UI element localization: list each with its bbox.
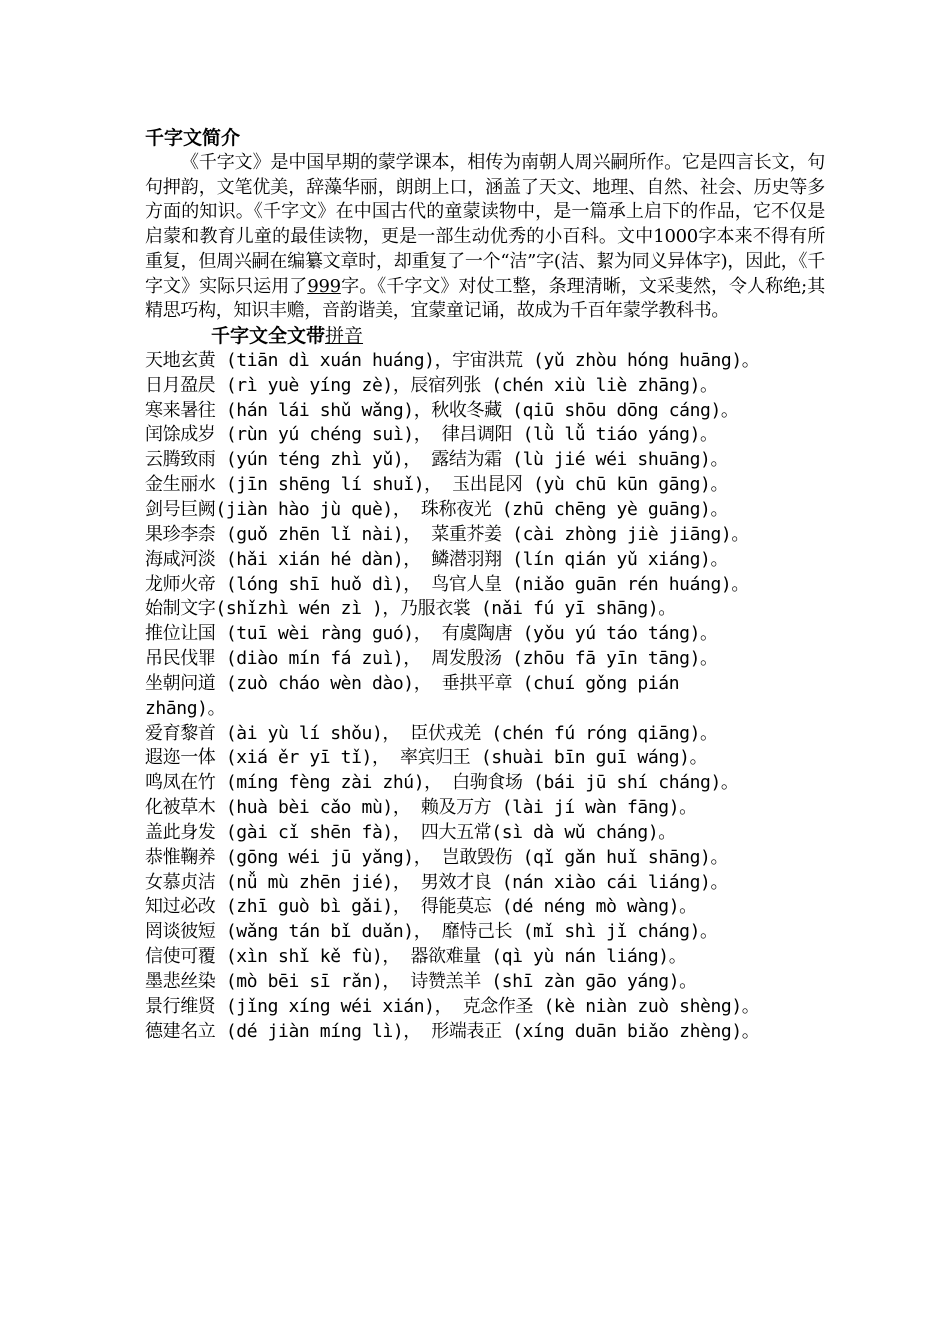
verse-line: 爱育黎首 (ài yù lí shǒu)， 臣伏戎羌 (chén fú róng qiāng)。 bbox=[145, 722, 718, 744]
verse-line: 化被草木 (huà bèi cǎo mù)， 赖及万方 (lài jí wàn fāng)。 bbox=[145, 797, 697, 819]
pinyin-link[interactable]: 拼音 bbox=[325, 324, 364, 347]
section-heading-text: 千字文全文带 bbox=[211, 324, 326, 347]
character-count: 999 bbox=[307, 275, 341, 297]
verse-line: 景行维贤 (jǐng xíng wéi xián)， 克念作圣 (kè niàn zuò shèng)。 bbox=[145, 995, 760, 1017]
verse-line: 云腾致雨 (yún téng zhì yǔ)， 露结为霜 (lù jié wéi shuāng)。 bbox=[145, 449, 729, 471]
verse-line: 闰馀成岁 (rùn yú chéng suì)， 律吕调阳 (lǜ lǚ tiáo yáng)。 bbox=[145, 424, 718, 446]
verse-line: 德建名立 (dé jiàn míng lì)， 形端表正 (xíng duān biǎo zhèng)。 bbox=[145, 1020, 760, 1042]
verse-line: 海咸河淡 (hǎi xián hé dàn)， 鳞潜羽翔 (lín qián yǔ xiáng)。 bbox=[145, 548, 729, 570]
verse-line: 始制文字(shǐzhì wén zì )，乃服衣裳 (nǎi fú yī shāng)。 bbox=[145, 598, 676, 620]
verse-line: 恭惟鞠养 (gōng wéi jū yǎng)， 岂敢毁伤 (qǐ gǎn huǐ shāng)。 bbox=[145, 846, 729, 868]
verse-line: 知过必改 (zhī guò bì gǎi)， 得能莫忘 (dé néng mò wàng)。 bbox=[145, 896, 697, 918]
verse-line: 龙师火帝 (lóng shī huǒ dì)， 鸟官人皇 (niǎo guān rén huáng)。 bbox=[145, 573, 749, 595]
verse-line: 盖此身发 (gài cǐ shēn fà)， 四大五常(sì dà wǔ cháng)。 bbox=[145, 821, 676, 843]
document-page bbox=[145, 126, 825, 1045]
verse-line: 剑号巨阙(jiàn hào jù què)， 珠称夜光 (zhū chēng yè guāng)。 bbox=[145, 498, 729, 520]
verse-line: 坐朝问道 (zuò cháo wèn dào)， 垂拱平章 (chuí gǒng pián zhāng)。 bbox=[145, 672, 690, 719]
verse-line: 果珍李柰 (guǒ zhēn lǐ nài)， 菜重芥姜 (cài zhòng jiè jiāng)。 bbox=[145, 523, 749, 545]
verse-line: 天地玄黄 (tiān dì xuán huáng)，宇宙洪荒 (yǔ zhòu hóng huāng)。 bbox=[145, 349, 760, 371]
verse-line: 吊民伐罪 (diào mín fá zuì)， 周发殷汤 (zhōu fā yīn tāng)。 bbox=[145, 648, 718, 670]
verse-line: 墨悲丝染 (mò bēi sī rǎn)， 诗赞羔羊 (shī zàn gāo yáng)。 bbox=[145, 971, 697, 993]
verse-line: 寒来暑往 (hán lái shǔ wǎng)，秋收冬藏 (qiū shōu dōng cáng)。 bbox=[145, 399, 739, 421]
verse-line: 罔谈彼短 (wǎng tán bǐ duǎn)， 靡恃己长 (mǐ shì jǐ cháng)。 bbox=[145, 921, 718, 943]
verse-line: 遐迩一体 (xiá ěr yī tǐ)， 率宾归王 (shuài bīn guī wáng)。 bbox=[145, 747, 708, 769]
intro-text-part1: 《千字文》是中国早期的蒙学课本，相传为南朝人周兴嗣所作。它是四言长文，句句押韵，文笔优美，辞藻华丽，朗朗上口，涵盖了天文、地理、自然、社会、历史等多方面的知识。《千字文》在中国古代的童蒙读物中，是一篇承上启下的作品，它不仅是启蒙和教育儿童的最佳读物，更是一部生动优秀的小百科。文中1000字本来不得有所重复，但周兴嗣在编纂文章时，却重复了一个“洁”字(洁、絜为同义异体字)，因此，《千字文》实际只运用了 bbox=[145, 152, 825, 297]
verse-line: 推位让国 (tuī wèi ràng guó)， 有虞陶唐 (yǒu yú táo táng)。 bbox=[145, 623, 718, 645]
section-heading bbox=[145, 324, 825, 349]
verse-line: 女慕贞洁 (nǚ mù zhēn jié)， 男效才良 (nán xiào cái liáng)。 bbox=[145, 871, 729, 893]
verse-list bbox=[145, 349, 825, 1045]
verse-line: 鸣凤在竹 (míng fèng zài zhú)， 白驹食场 (bái jū shí cháng)。 bbox=[145, 772, 739, 794]
verse-line: 金生丽水 (jīn shēng lí shuǐ)， 玉出昆冈 (yù chū kūn gāng)。 bbox=[145, 474, 729, 496]
verse-line: 日月盈昃 (rì yuè yíng zè)，辰宿列张 (chén xiù liè zhāng)。 bbox=[145, 374, 718, 396]
intro-paragraph bbox=[145, 151, 825, 324]
verse-line: 信使可覆 (xìn shǐ kě fù)， 器欲难量 (qì yù nán liáng)。 bbox=[145, 946, 687, 968]
intro-text-part2: 字。《千字文》对仗工整，条理清晰，文采斐然，令人称绝;其精思巧构，知识丰赡，音韵谐美，宜蒙童记诵，故成为千百年蒙学教科书。 bbox=[145, 275, 825, 322]
page-title: 千字文简介 bbox=[145, 127, 241, 149]
